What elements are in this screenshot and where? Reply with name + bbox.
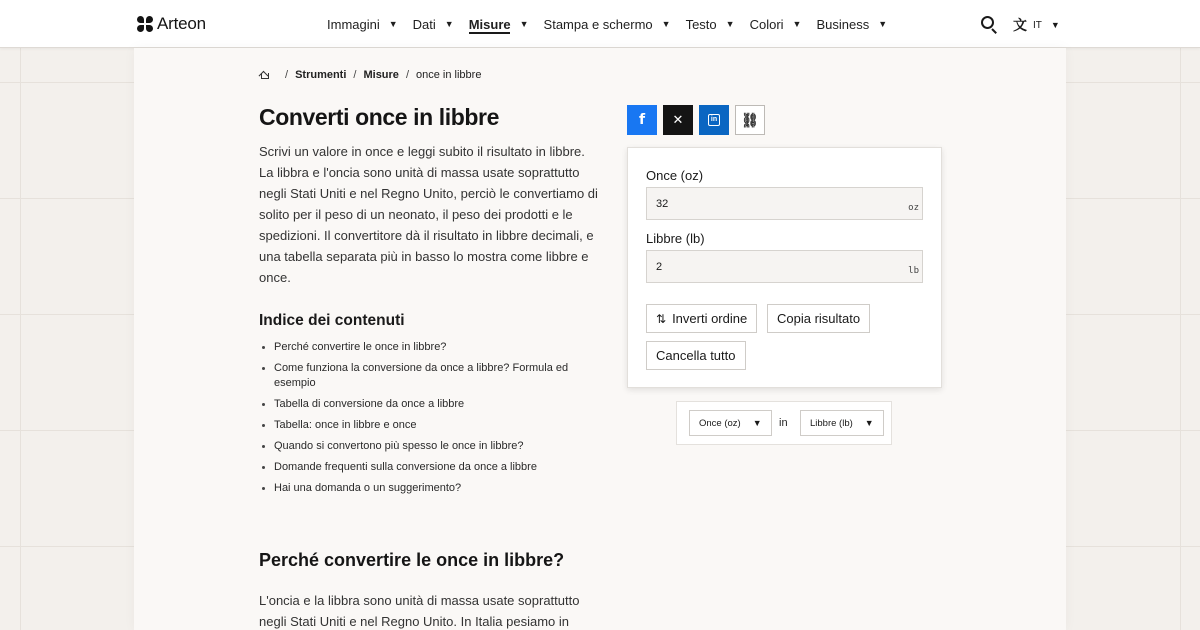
nav-label: Testo [685,16,717,32]
site-header [0,0,1200,48]
caret-down-icon: ▼ [519,19,529,29]
nav-item-dati[interactable] [413,0,454,48]
nav-label: Immagini [327,16,380,32]
unit-connector: in [779,417,788,429]
logo-mark-icon [137,16,153,32]
breadcrumb-item-misure[interactable]: Misure [363,69,399,81]
toc-item[interactable]: Tabella di conversione da once a libbre [259,397,579,412]
from-unit-select[interactable] [689,410,772,436]
breadcrumb [259,69,481,81]
caret-down-icon: ▼ [1050,20,1060,30]
page-title: Converti once in libbre [259,104,500,130]
swap-button[interactable] [646,304,757,333]
caret-down-icon: ▼ [388,19,398,29]
breadcrumb-item-current: once in libbre [416,69,482,81]
swap-icon: ⇅ [656,311,667,326]
from-label: Once (oz) [646,168,704,183]
breadcrumb-separator: / [405,69,409,81]
pounds-input[interactable] [646,250,923,283]
link-icon[interactable]: ⛓ [735,105,765,135]
caret-down-icon: ▼ [444,19,454,29]
ounces-unit: oz [908,203,919,213]
nav-label: Business [816,16,870,32]
caret-down-icon: ▼ [661,19,671,29]
language-selector[interactable] [1013,15,1060,35]
nav-label: Stampa e schermo [543,16,653,32]
nav-label: Colori [749,16,784,32]
main-nav [327,0,902,48]
copy-result-button[interactable]: Copia risultato [767,304,870,333]
share-buttons [627,105,771,135]
to-label: Libbre (lb) [646,231,705,246]
translate-icon: 文 [1013,17,1027,33]
to-unit-value: Libbre (lb) [810,417,853,429]
clear-all-button[interactable]: Cancella tutto [646,341,746,370]
breadcrumb-separator: / [285,69,289,81]
nav-label: Dati [412,16,436,32]
breadcrumb-separator: / [353,69,357,81]
swap-label: Inverti ordine [672,311,748,326]
nav-label-active: Misure [468,16,511,32]
intro-text: Scrivi un valore in once e leggi subito il risultato in libbre. La libbra e l'oncia sono unità di massa usate soprattutto negli Stati Uniti e nel Regno Unito, perciò le convertiamo di solito per il peso di un neonato, il peso dei prodotti e le spedizioni. Il convertitore dà il risultato in libbre decimali, e una tabella separata più in basso lo mostra come libbre e once. [259,144,598,285]
nav-item-misure[interactable] [469,0,529,48]
logo-text: Arteon [157,14,206,33]
toc-item[interactable]: Perché convertire le once in libbre? [259,340,579,355]
caret-down-icon: ▼ [864,418,874,428]
toc-title: Indice dei contenuti [259,312,405,329]
converter-card [627,147,942,388]
nav-item-business[interactable] [816,0,887,48]
nav-item-colori[interactable] [750,0,802,48]
search-icon[interactable] [979,14,999,34]
toc-item[interactable]: Come funziona la conversione da once a libbre? Formula ed esempio [259,361,579,391]
caret-down-icon: ▼ [792,19,802,29]
to-unit-select[interactable] [800,410,884,436]
toc-item[interactable]: Tabella: once in libbre e once [259,418,579,433]
caret-down-icon: ▼ [878,19,888,29]
ounces-input[interactable] [646,187,923,220]
home-icon[interactable] [259,68,271,80]
section-title: Perché convertire le once in libbre? [259,550,565,570]
pounds-unit: lb [908,266,919,276]
breadcrumb-item-strumenti[interactable]: Strumenti [295,69,347,81]
toc-item[interactable]: Hai una domanda o un suggerimento? [259,481,579,496]
nav-item-stampa-e-schermo[interactable] [544,0,671,48]
nav-item-testo[interactable] [686,0,735,48]
nav-item-immagini[interactable] [327,0,398,48]
toc-item[interactable]: Quando si convertono più spesso le once in libbre? [259,439,579,454]
caret-down-icon: ▼ [752,418,762,428]
x-icon[interactable]: ✕ [663,105,693,135]
unit-selector [676,401,892,445]
language-code: IT [1033,19,1042,31]
table-of-contents [259,340,579,502]
logo[interactable] [137,14,206,34]
toc-item[interactable]: Domande frequenti sulla conversione da once a libbre [259,460,579,475]
caret-down-icon: ▼ [725,19,735,29]
facebook-icon[interactable]: f [627,105,657,135]
section-text: L'oncia e la libbra sono unità di massa usate soprattutto negli Stati Uniti e nel Regno Unito. In Italia pesiamo in [259,593,580,629]
from-unit-value: Once (oz) [699,417,741,429]
linkedin-icon[interactable]: in [699,105,729,135]
